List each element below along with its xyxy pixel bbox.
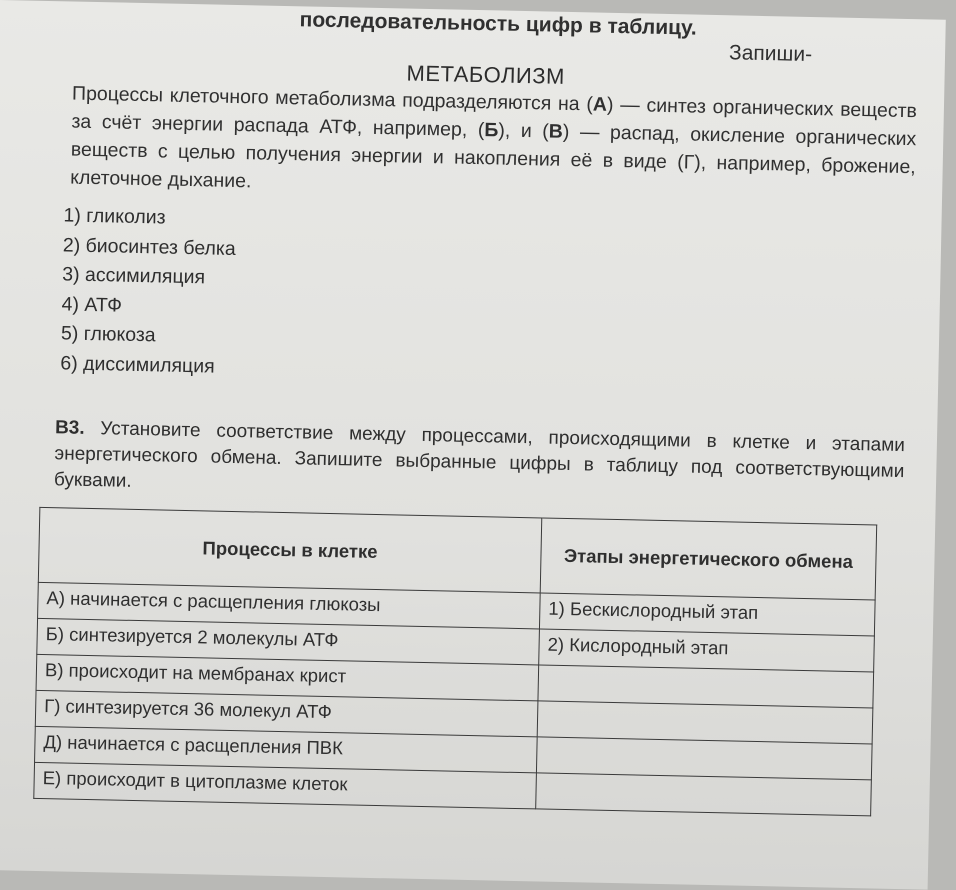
process-cell: Е) происходит в цитоплазме клеток [34,762,537,809]
stage-cell: 2) Кислородный этап [539,629,875,672]
task-text: Установите соответствие между процессами, происходящими в клетке и этапами энергетического обмена. Запишите выбранные цифры в таблицу под соответствующими буквами. [53,417,906,492]
paragraph-part-3: ), и ( [498,119,550,143]
header-stages: Этапы энергетического обмена [540,518,876,600]
blank-v: В [548,120,564,143]
task-number: В3. [54,417,85,439]
option-item: 3) ассимиляция [62,263,206,289]
blank-b: Б [484,119,499,142]
option-item: 2) биосинтез белка [62,233,236,260]
header-processes: Процессы в клетке [38,507,541,592]
task-b3 [54,415,905,511]
metabolism-paragraph [70,80,917,210]
option-item: 1) гликолиз [63,204,166,229]
blank-a: А [592,93,608,116]
option-item: 6) диссимиляция [60,351,215,378]
process-cell: Г) синтезируется 36 молекул АТФ [35,690,538,737]
paragraph-part-2: ) — синтез органических веществ за счёт энергии распада АТФ, например, ( [71,93,918,142]
process-cell: Б) синтезируется 2 молекулы АТФ [37,618,540,665]
top-instruction-line [299,8,946,70]
option-item: 4) АТФ [61,292,123,317]
section-title: МЕТАБОЛИЗМ [406,60,566,89]
stage-cell: 1) Бескислородный этап [539,593,875,636]
answer-options-list [60,201,237,382]
top-instruction-text: последовательность цифр в таблицу. [299,8,697,40]
stage-cell [536,773,872,816]
top-cut-text: Запиши- [728,41,813,67]
paragraph-part-4: ) — распад, окисление органических веществ с целью получения энергии и накопления её в виде (Г), например, брожение, клеточное дыхание. [70,120,917,193]
process-cell: В) происходит на мембранах крист [36,654,539,701]
paragraph-part-1: Процессы клеточного метаболизма подразделяются на ( [71,82,594,116]
process-cell: А) начинается с расщепления глюкозы [38,582,541,629]
process-cell: Д) начинается с расщепления ПВК [35,726,538,773]
matching-table [33,507,877,816]
option-item: 5) глюкоза [60,322,156,347]
